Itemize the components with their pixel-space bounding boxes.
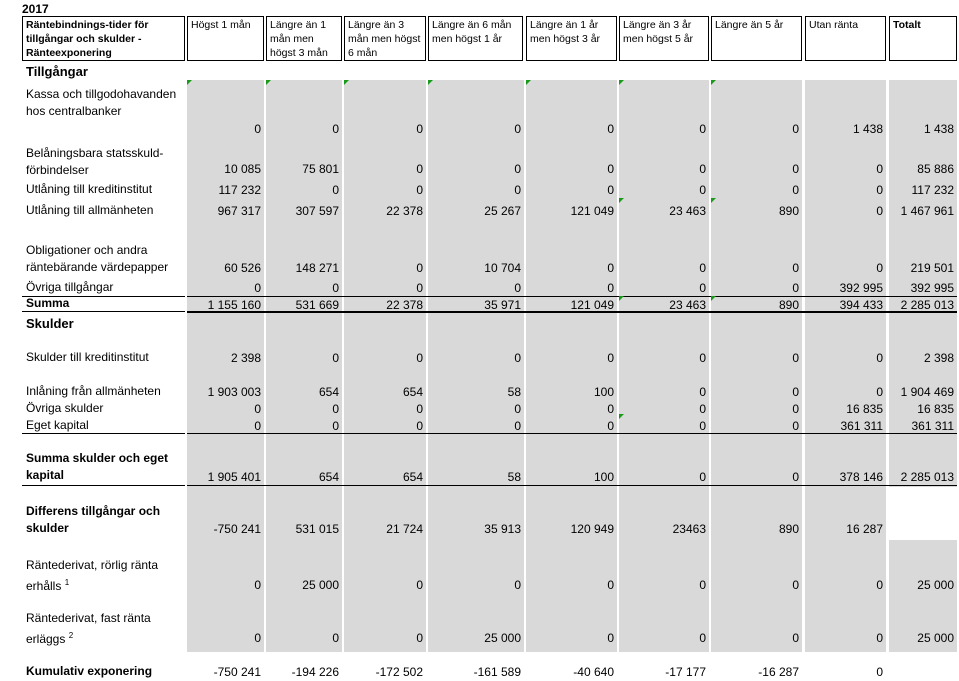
cell-marker-icon — [619, 414, 624, 419]
table-cell: 0 — [792, 402, 799, 416]
table-cell: 1 438 — [852, 122, 883, 136]
table-cell: 10 085 — [224, 162, 261, 176]
footnote-marker: 1 — [64, 578, 70, 587]
cell-marker-icon — [619, 80, 624, 85]
row-label-text: Utlåning till kreditinstitut — [26, 182, 153, 196]
row-label-text: Kassa och tillgodohavanden hos centralbanker — [26, 87, 177, 118]
table-cell: 0 — [792, 281, 799, 295]
row-label-text: Summa — [26, 296, 70, 310]
table-cell: 0 — [876, 162, 883, 176]
table-cell: 654 — [402, 385, 423, 399]
table-cell: 0 — [416, 162, 423, 176]
table-cell: -40 640 — [573, 665, 614, 679]
table-cell: 0 — [699, 631, 706, 645]
table-cell: 0 — [254, 281, 261, 295]
row-label-text: Inlåning från allmänheten — [26, 384, 161, 398]
row-label — [26, 86, 186, 120]
cell-marker-icon — [526, 80, 531, 85]
table-cell: 0 — [332, 351, 339, 365]
table-cell: 0 — [876, 351, 883, 365]
row-label — [26, 610, 186, 648]
row-label-text: Räntederivat, rörlig ränta erhålls — [26, 558, 159, 593]
table-cell: 0 — [416, 419, 423, 433]
table-cell: 148 271 — [295, 261, 339, 275]
section-liabilities: Skulder — [26, 316, 74, 331]
table-cell: 23 463 — [669, 204, 706, 218]
row-label — [26, 557, 186, 595]
table-cell: 25 000 — [917, 578, 954, 592]
table-cell: 2 398 — [230, 351, 261, 365]
header-col-8: Utan ränta — [805, 16, 886, 61]
row-label — [26, 202, 186, 219]
table-cell: 0 — [514, 402, 521, 416]
table-cell: 0 — [792, 183, 799, 197]
table-cell: 117 232 — [218, 183, 261, 197]
table-cell: 75 801 — [302, 162, 339, 176]
table-cell: 394 433 — [839, 298, 883, 312]
row-label-text: Belåningsbara statsskuld-förbindelser — [26, 146, 164, 177]
summa-label-bottom-line — [22, 311, 185, 312]
table-cell: -17 177 — [665, 665, 706, 679]
table-cell: 25 000 — [917, 631, 954, 645]
table-cell: 219 501 — [910, 261, 954, 275]
cell-marker-icon — [187, 80, 192, 85]
row-label-text: Övriga tillgångar — [26, 280, 114, 294]
row-label-text: Differens tillgångar och skulder — [26, 504, 161, 535]
table-cell: 1 905 401 — [207, 470, 261, 484]
table-cell: 0 — [792, 385, 799, 399]
table-cell: 85 886 — [917, 162, 954, 176]
cell-marker-icon — [344, 80, 349, 85]
header-col-6: Längre än 3 år men högst 5 år — [619, 16, 709, 61]
table-cell: 0 — [514, 281, 521, 295]
table-cell: 121 049 — [570, 298, 614, 312]
table-cell: 0 — [792, 351, 799, 365]
table-cell: 0 — [254, 122, 261, 136]
table-cell: 16 287 — [846, 522, 883, 536]
table-cell: 10 704 — [484, 261, 521, 275]
row-label-text: Eget kapital — [26, 418, 89, 432]
table-cell: 2 285 013 — [900, 470, 954, 484]
table-cell: 0 — [514, 419, 521, 433]
table-cell: 0 — [876, 204, 883, 218]
table-cell: 0 — [514, 122, 521, 136]
table-cell: 0 — [607, 419, 614, 433]
table-cell: 361 311 — [840, 419, 883, 433]
table-cell: 0 — [876, 665, 883, 679]
table-cell: 23 463 — [669, 298, 706, 312]
table-cell: 361 311 — [911, 419, 954, 433]
cell-marker-icon — [619, 198, 624, 203]
table-cell: 0 — [416, 122, 423, 136]
table-cell: 1 155 160 — [207, 298, 261, 312]
table-cell: 0 — [607, 402, 614, 416]
table-cell: 1 438 — [923, 122, 954, 136]
header-col-2: Längre än 1 mån men högst 3 mån — [266, 16, 342, 61]
header-col-1: Högst 1 mån — [187, 16, 264, 61]
table-cell: 0 — [514, 162, 521, 176]
table-cell: 35 971 — [484, 298, 521, 312]
cell-marker-icon — [266, 80, 271, 85]
table-cell: 0 — [699, 122, 706, 136]
table-cell: 0 — [699, 281, 706, 295]
row-label — [26, 145, 186, 179]
table-cell: 0 — [607, 261, 614, 275]
table-cell: 0 — [699, 183, 706, 197]
table-cell: 0 — [699, 578, 706, 592]
table-cell: 890 — [778, 298, 799, 312]
table-cell: 392 995 — [910, 281, 954, 295]
table-cell: -750 241 — [213, 665, 261, 679]
table-cell: 16 835 — [917, 402, 954, 416]
table-cell: 654 — [318, 385, 339, 399]
row-label — [26, 296, 186, 310]
row-label-text: Räntederivat, fast ränta erläggs — [26, 611, 151, 646]
table-cell: 0 — [792, 261, 799, 275]
table-cell: 0 — [699, 419, 706, 433]
table-cell: 120 949 — [570, 522, 614, 536]
table-cell: 58 — [507, 470, 521, 484]
table-cell: 531 015 — [295, 522, 339, 536]
table-cell: 2 398 — [923, 351, 954, 365]
footnote-marker: 2 — [68, 631, 74, 640]
table-cell: 967 317 — [217, 204, 261, 218]
header-col-5: Längre än 1 år men högst 3 år — [526, 16, 617, 61]
table-cell: 0 — [416, 402, 423, 416]
table-cell: -16 287 — [758, 665, 799, 679]
row-label — [26, 242, 186, 276]
table-cell: 0 — [792, 470, 799, 484]
table-cell: 0 — [332, 281, 339, 295]
table-cell: 0 — [699, 351, 706, 365]
table-cell: 117 232 — [911, 183, 954, 197]
table-cell: 0 — [607, 183, 614, 197]
diff-top-line — [187, 485, 957, 486]
table-cell: 0 — [254, 402, 261, 416]
row-label — [26, 349, 186, 366]
table-cell: 890 — [778, 204, 799, 218]
table-cell: -161 589 — [473, 665, 521, 679]
table-cell: 100 — [593, 470, 614, 484]
section-assets: Tillgångar — [26, 64, 88, 79]
cell-marker-icon — [711, 80, 716, 85]
year-label: 2017 — [22, 2, 49, 16]
table-cell: 0 — [876, 183, 883, 197]
table-cell: 0 — [332, 419, 339, 433]
row-label — [26, 400, 186, 417]
table-cell: 0 — [699, 261, 706, 275]
table-cell: -172 502 — [375, 665, 423, 679]
header-col-total: Totalt — [889, 16, 957, 61]
table-cell: 0 — [876, 578, 883, 592]
table-cell: 0 — [254, 631, 261, 645]
table-cell: 0 — [876, 261, 883, 275]
table-cell: 60 526 — [224, 261, 261, 275]
table-cell: 100 — [593, 385, 614, 399]
table-cell: 0 — [416, 351, 423, 365]
table-cell: 16 835 — [846, 402, 883, 416]
table-cell: 0 — [607, 351, 614, 365]
table-cell: 0 — [416, 631, 423, 645]
table-cell: 25 000 — [484, 631, 521, 645]
row-label-text: Kumulativ exponering — [26, 664, 153, 678]
table-cell: 1 467 961 — [900, 204, 954, 218]
table-cell: 0 — [792, 631, 799, 645]
table-cell: 307 597 — [295, 204, 339, 218]
diff-label-line — [22, 485, 185, 486]
table-cell: 21 724 — [386, 522, 423, 536]
table-cell: 654 — [318, 470, 339, 484]
table-cell: 25 000 — [302, 578, 339, 592]
table-cell: 0 — [514, 183, 521, 197]
liabilities-total-line — [187, 433, 957, 434]
table-cell: 378 146 — [839, 470, 883, 484]
table-cell: 25 267 — [484, 204, 521, 218]
row-label — [26, 663, 186, 680]
table-cell: 0 — [876, 385, 883, 399]
table-cell: 0 — [416, 578, 423, 592]
row-label-text: Skulder till kreditinstitut — [26, 350, 149, 364]
table-cell: 0 — [699, 402, 706, 416]
row-label-text: Utlåning till allmänheten — [26, 203, 154, 217]
row-label — [26, 417, 186, 434]
table-cell: 654 — [402, 470, 423, 484]
row-label — [26, 503, 186, 537]
cell-marker-icon — [428, 80, 433, 85]
table-cell: 22 378 — [386, 298, 423, 312]
table-cell: 0 — [607, 281, 614, 295]
header-col-4: Längre än 6 mån men högst 1 år — [428, 16, 523, 61]
table-cell: 23463 — [672, 522, 706, 536]
table-cell: 0 — [607, 578, 614, 592]
table-cell: 0 — [792, 162, 799, 176]
table-cell: 0 — [607, 631, 614, 645]
summa-top-line — [187, 296, 957, 297]
table-cell: 0 — [607, 122, 614, 136]
row-label — [26, 450, 186, 484]
table-cell: 0 — [416, 261, 423, 275]
table-cell: 531 669 — [295, 298, 339, 312]
row-label-text: Obligationer och andra räntebärande värdepapper — [26, 243, 169, 274]
table-cell: 0 — [332, 631, 339, 645]
table-cell: 0 — [792, 578, 799, 592]
table-cell: 0 — [607, 162, 614, 176]
table-cell: 0 — [792, 419, 799, 433]
table-cell: 0 — [699, 470, 706, 484]
header-label: Räntebindnings-tider för tillgångar och skulder - Ränteexponering — [22, 16, 185, 61]
table-cell: 0 — [332, 183, 339, 197]
table-cell: 35 913 — [484, 522, 521, 536]
table-cell: 0 — [332, 402, 339, 416]
table-cell: 1 904 469 — [900, 385, 954, 399]
cell-marker-icon — [619, 296, 624, 301]
table-cell: 0 — [332, 122, 339, 136]
table-cell: 0 — [514, 578, 521, 592]
table-cell: 0 — [254, 419, 261, 433]
table-cell: 0 — [792, 122, 799, 136]
table-cell: 22 378 — [386, 204, 423, 218]
cell-marker-icon — [711, 296, 716, 301]
table-cell: 0 — [514, 351, 521, 365]
table-cell: 121 049 — [570, 204, 614, 218]
table-cell: 58 — [507, 385, 521, 399]
header-col-7: Längre än 5 år — [711, 16, 802, 61]
table-cell: 890 — [778, 522, 799, 536]
row-label — [26, 279, 186, 296]
table-cell: 0 — [416, 183, 423, 197]
table-cell: -194 226 — [291, 665, 339, 679]
row-label — [26, 383, 186, 400]
table-cell: 0 — [699, 162, 706, 176]
table-cell: 2 285 013 — [900, 298, 954, 312]
table-cell: 0 — [699, 385, 706, 399]
table-cell: 392 995 — [839, 281, 883, 295]
row-label-text: Övriga skulder — [26, 401, 104, 415]
table-cell: 0 — [416, 281, 423, 295]
header-col-3: Längre än 3 mån men högst 6 mån — [344, 16, 426, 61]
table-cell: -750 241 — [213, 522, 261, 536]
table-cell: 1 903 003 — [207, 385, 261, 399]
row-label — [26, 181, 186, 198]
table-cell: 0 — [254, 578, 261, 592]
row-label-text: Summa skulder och eget kapital — [26, 451, 169, 482]
table-cell: 0 — [876, 631, 883, 645]
cell-marker-icon — [711, 198, 716, 203]
